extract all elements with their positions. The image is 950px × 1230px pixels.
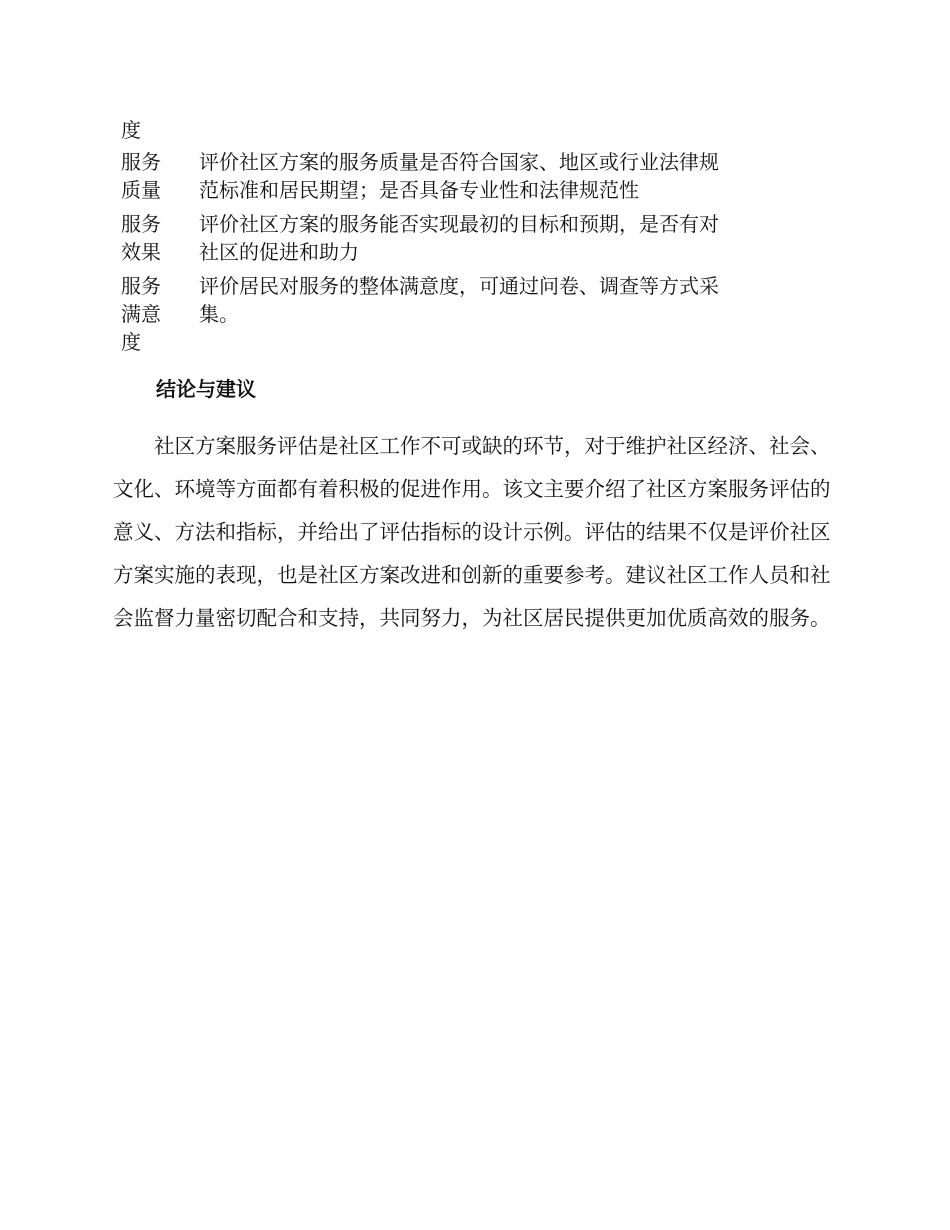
evaluation-criteria-table [121,148,741,362]
criterion-description: 评价社区方案的服务质量是否符合国家、地区或行业法律规范标准和居民期望；是否具备专业性和法律规范性 [199,150,719,202]
table-row [121,148,741,204]
criterion-description: 评价社区方案的服务能否实现最初的目标和预期，是否有对社区的促进和助力 [199,212,719,264]
criterion-term: 服务质量 [121,150,161,202]
criterion-description: 评价居民对服务的整体满意度，可通过问卷、调查等方式采集。 [199,274,719,326]
criterion-term: 服务满意度 [121,274,161,354]
table-continued-term: 度 [121,118,141,142]
body-paragraph: 社区方案服务评估是社区工作不可或缺的环节，对于维护社区经济、社会、文化、环境等方面都有着积极的促进作用。该文主要介绍了社区方案服务评估的意义、方法和指标，并给出了评估指标的设计示例。评估的结果不仅是评价社区方案实施的表现，也是社区方案改进和创新的重要参考。建议社区工作人员和社会监督力量密切配合和支持，共同努力，为社区居民提供更加优质高效的服务。 [113,434,831,630]
table-row [121,210,741,266]
section-heading: 结论与建议 [156,377,256,401]
table-row [121,272,741,356]
criterion-term: 服务效果 [121,212,161,264]
